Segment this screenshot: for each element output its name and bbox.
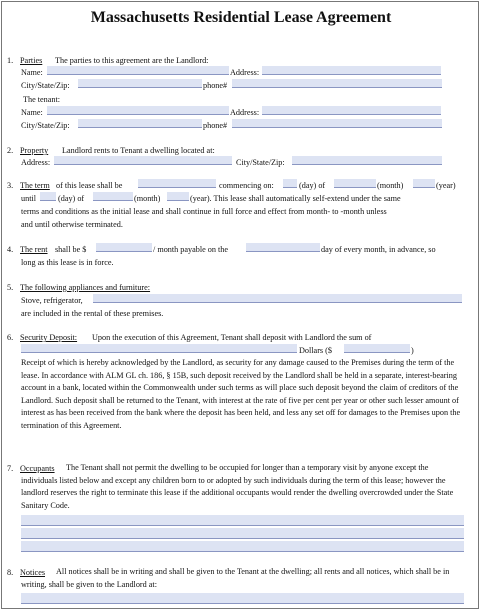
rent-shall-be-label: shall be $ (55, 245, 87, 254)
landlord-phone-field[interactable] (232, 79, 442, 88)
section-5-heading: The following appliances and furniture: (20, 283, 151, 292)
until-label: until (21, 194, 37, 203)
start-day-field[interactable] (283, 179, 297, 188)
rent-line-2: long as this lease is in force. (21, 258, 114, 267)
section-6-number: 6. (7, 333, 14, 342)
landlord-csz-label: City/State/Zip: (21, 81, 70, 90)
dollars-close: ) (411, 346, 414, 355)
tenant-name-field[interactable] (47, 106, 229, 115)
section-7-heading: Occupants (20, 464, 55, 473)
section-3-text: of this lease shall be (56, 181, 123, 190)
dollars-label: Dollars ($ (299, 346, 332, 355)
section-3-heading: The term (20, 181, 50, 190)
rent-amount-field[interactable] (96, 243, 152, 252)
term-line-2: terms and conditions as the initial lease and shall continue in full force and effect from month- to -month unless (21, 207, 387, 216)
section-8-heading: Notices (20, 568, 46, 577)
document-title: Massachusetts Residential Lease Agreement (90, 9, 392, 26)
deposit-intro-text: Upon the execution of this Agreement, Tenant shall deposit with Landlord the sum of (92, 333, 372, 342)
start-month-field[interactable] (334, 179, 376, 188)
section-2-number: 2. (7, 146, 14, 155)
landlord-phone-label: phone# (203, 81, 228, 90)
section-4-heading: The rent (20, 245, 48, 254)
start-month-label: (month) (377, 181, 404, 190)
section-3-number: 3. (7, 181, 14, 190)
section-2-heading: Property (20, 146, 49, 155)
property-csz-field[interactable] (292, 156, 442, 165)
start-year-label: (year) (436, 181, 456, 190)
tenant-address-field[interactable] (262, 106, 441, 115)
section-8-number: 8. (7, 568, 14, 577)
deposit-amount-field[interactable] (344, 344, 410, 353)
rent-tail-text: day of every month, in advance, so (321, 245, 436, 254)
appliances-field[interactable] (93, 294, 462, 303)
included-text: are included in the rental of these premises. (21, 309, 164, 318)
landlord-name-field[interactable] (47, 66, 229, 75)
deposit-words-field[interactable] (21, 344, 297, 353)
notices-paragraph: All notices shall be in writing and shall be given to the Tenant at the dwelling; all rents and all notices, which shall be in writing, shall be given to the Landlord at: (21, 567, 450, 589)
tenant-phone-field[interactable] (232, 119, 442, 128)
occupants-paragraph: The Tenant shall not permit the dwelling to be occupied for longer than a temporary visit by anyone except the individuals listed below and except any children born to or adopted by such individuals during the term of this lease; however the landlord reserves the right to terminate this lease if the additional occupants would render the dwelling overcrowded under the State Sanitary Code. (21, 463, 454, 510)
end-year-field[interactable] (167, 192, 189, 201)
property-address-field[interactable] (54, 156, 232, 165)
end-year-text: (year). This lease shall automatically self-extend under the same (190, 194, 401, 203)
occupants-field-3[interactable] (21, 541, 464, 552)
start-year-field[interactable] (413, 179, 435, 188)
start-day-of-label: (day) of (299, 181, 326, 190)
landlord-address-field[interactable] (262, 66, 441, 75)
tenant-csz-field[interactable] (78, 119, 202, 128)
term-line-3: and until otherwise terminated. (21, 220, 123, 229)
property-csz-label: City/State/Zip: (236, 158, 285, 167)
end-month-field[interactable] (93, 192, 133, 201)
notices-address-field[interactable] (21, 593, 464, 604)
deposit-paragraph: Receipt of which is hereby acknowledged by the Landlord, as security for any damage caused to the Premises during the term of the lease. In accordance with ALM GL ch. 186, § 15B, such deposit received by the Landlord shall be held in a separate, interest-bearing account in a bank, located within the Commonwealth under such terms as will place such deposit beyond the claim of creditors of the Landlord. Such deposit shall be returned to the Tenant, with interest at the rate of five per cent per year or other such lesser amount of interest as has been received from the bank where the deposit has been held, and less any set off for damages to the Premises upon the termination of this Agreement. (21, 358, 461, 430)
tenant-csz-label: City/State/Zip: (21, 121, 70, 130)
end-month-label: (month) (134, 194, 161, 203)
stove-text: Stove, refrigerator, (21, 296, 83, 305)
section-1-text: The parties to this agreement are the Landlord: (55, 56, 209, 65)
tenant-name-label: Name: (21, 108, 43, 117)
landlord-address-label: Address: (230, 68, 260, 77)
tenant-address-label: Address: (230, 108, 260, 117)
per-month-label: / month payable on the (153, 245, 229, 254)
occupants-field-2[interactable] (21, 528, 464, 539)
section-7-number: 7. (7, 464, 14, 473)
landlord-csz-field[interactable] (78, 79, 202, 88)
end-day-field[interactable] (40, 192, 56, 201)
commencing-label: commencing on: (219, 181, 274, 190)
property-address-label: Address: (21, 158, 51, 167)
section-6-heading: Security Deposit: (20, 333, 78, 342)
end-day-of-label: (day) of (58, 194, 85, 203)
section-1-number: 1. (7, 56, 14, 65)
lease-term-field[interactable] (138, 179, 216, 188)
tenant-phone-label: phone# (203, 121, 228, 130)
section-2-text: Landlord rents to Tenant a dwelling located at: (62, 146, 215, 155)
landlord-name-label: Name: (21, 68, 43, 77)
section-1-heading: Parties (20, 56, 43, 65)
section-4-number: 4. (7, 245, 14, 254)
occupants-field-1[interactable] (21, 515, 464, 526)
rent-due-day-field[interactable] (246, 243, 320, 252)
section-5-number: 5. (7, 283, 14, 292)
tenant-label: The tenant: (23, 95, 61, 104)
